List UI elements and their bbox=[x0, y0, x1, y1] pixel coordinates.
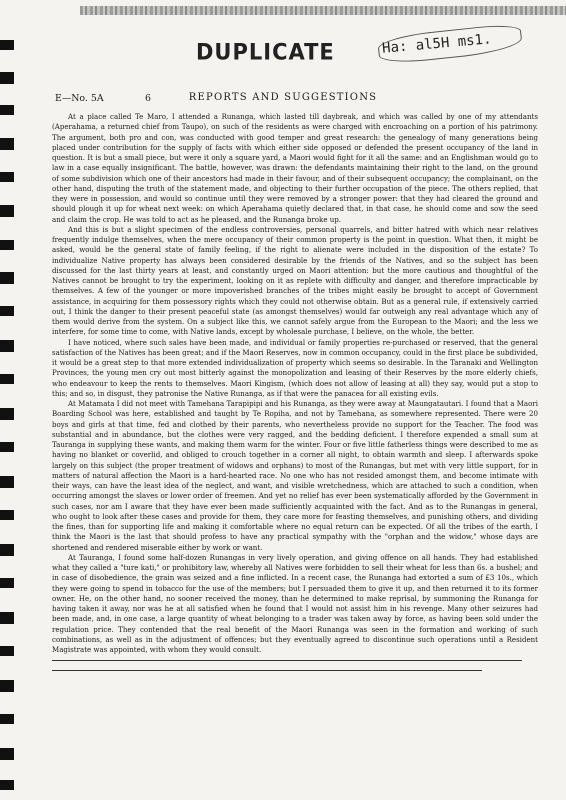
document-reference: E—No. 5A bbox=[55, 93, 104, 104]
page-number: 6 bbox=[145, 93, 151, 104]
paragraph: At Matamata I did not meet with Tamehana Tarapipipi and his Runanga, as they were away at Maungatautari. I found that a Maori Boarding School was here, established and taught by Te Ropiha, and not by Tamehana, as somewhere represented. There were 20 boys and girls at that time, fed and clothed by their parents, who nevertheless provide no support for the Teacher. The food was substantial and in abundance, but the clothes were very ragged, and the bedding deficient. I therefore expended a small sum at Tauranga in supplying these wants, and making them warm for the winter. Four or five little fatherless things were described to me as having no blanket or coverlid, and obliged to crouch together in a corner all night, to obtain warmth and sleep. I afterwards spoke largely on this subject (the proper treatment of widows and orphans) to most of the Runangas, but met with very little support, for in matters of natural affection the Maori is a hard-hearted race. No one who has not resided amongst them, and become intimate with their ways, can have the least idea of the neglect, and want, and visible wretchedness, which are attached to such a condition, when occurring amongst the slaves or lower order of freemen. And yet no relief has ever been systematically afforded by the Government in such cases, nor am I aware that they have ever been made sufficiently acquainted with the fact. And as to the Runangas in general, who ought to look after these cases and provide for them, they care more for feasting themselves, and punishing others, and dividing the fines, than for supporting life and making it comfortable where no equal return can be expected. Of all the tribes of the earth, I think the Maori is the last that should profess to have any practical sympathy with the "orphan and the widow," whose days are shortened and rendered miserable either by work or want. bbox=[52, 399, 538, 552]
paragraph: And this is but a slight specimen of the endless controversies, personal quarrels, and bitter hatred with which near relatives frequently indulge themselves, when the mere occupancy of their common property is the point in question. What then, it might be asked, would be the general state of family feeling, if the right to alienate were included in the disposition of the estate? To individualize Native property has always been considered desirable by the friends of the Natives, and so the subject has been discussed for the last thirty years at least, and constantly urged on Maori attention: but the more cautious and thoughtful of the Natives cannot be brought to try the experiment, looking on it as replete with difficulty and danger, and therefore impracticable by themselves. A few of the younger or more impoverished branches of the tribes might easily be brought to accept of Government assistance, in acquiring for them possessory rights which they could not otherwise obtain. But as a general rule, if extensively carried out, I think the danger to their present peaceful state (as amongst themselves) would far outweigh any real advantage which any of them would derive from the system. On a subject like this, we cannot safely argue from the European to the Maori; and the less we interfere, for some time to come, with Native lands, except by wholesale purchase, I believe, on the whole, the better. bbox=[52, 224, 538, 337]
scan-edge-strip bbox=[80, 6, 566, 15]
paragraph: I have noticed, where such sales have been made, and individual or family properties re-purchased or reserved, that the general satisfaction of the Natives has been great; and if the Maori Reserves, now in common occupancy, could in the first place be subdivided, it would be a great step to that more extended individualization of property which seems so desirable. In the Taranaki and Wellington Provinces, the young men cry out most bitterly against the monopolization and leasing of their Reserves by the more elderly chiefs, who endeavour to keep the rents to themselves. Maori Kingism, (which does not allow of leasing at all) they say, would put a stop to this; and so, in disgust, they patronise the Native Runanga, as if that were the panacea for all existing evils. bbox=[52, 337, 538, 398]
pencil-mark bbox=[52, 660, 522, 661]
report-body bbox=[52, 112, 538, 655]
handwritten-reference: Ha: al5H ms1. bbox=[381, 31, 493, 57]
duplicate-stamp: DUPLICATE bbox=[196, 39, 335, 65]
binding-marks bbox=[0, 0, 16, 800]
page-title: REPORTS AND SUGGESTIONS bbox=[188, 92, 378, 103]
pencil-mark bbox=[52, 670, 482, 671]
paragraph: At Tauranga, I found some half-dozen Runangas in very lively operation, and giving offence on all hands. They had established what they called a "ture kati," or prohibitory law, whereby all Natives were forbidden to sell their wheat for less than 6s. a bushel; and in case of disobedience, the grain was seized and a fine inflicted. In a recent case, the Runanga had extorted a sum of £3 10s., which they were going to spend in tobacco for the use of the members; but I persuaded them to give it up, and then returned it to its former owner. He, on the other hand, no sooner received the money, than he determined to make reprisal, by summoning the Runanga for having taken it away, nor was he at all satisfied when he found that I would not assist him in his revenge. Many other seizures had been made, and, in one case, a large quantity of wheat belonging to a trader was taken away by force, as having been sold under the regulation price. They contended that the real benefit of the Maori Runanga was seen in the formation and working of such combinations, as well as in the adjustment of offences; but they eventually agreed to discontinue such operations until a Resident Magistrate was appointed, with whom they would consult. bbox=[52, 552, 538, 654]
paragraph: At a place called Te Maro, I attended a Runanga, which lasted till daybreak, and which was called by one of my attendants (Aperahama, a returned chief from Taupo), on such of the residents as were charged with encroaching on a portion of his patrimony. The argument, both pro and con, was conducted with good temper and great research: the genealogy of many generations being placed under contribution for the supply of facts with which either side opposed or defended the present occupancy of the land in question. It is but a small piece, but were it only a square yard, a Maori would fight for it all the same: and an Englishman would go to law in a case equally insignificant. The battle, however, was drawn: the defendants maintaining their right to the land, on the ground of some subdivision which one of their ancestors had made in their favour, and of their subsequent occupancy; the complainant, on the other hand, disputing the truth of the statement made, and objecting to their further occupation of the piece. The others replied, that they were in possession, and would so continue until they were removed by a stronger power: that they had cleared the ground and should plough it up for wheat next week: on which Aperahama quietly declared that, in that case, he should come and sow the seed and claim the crop. He was told to act as he pleased, and the Runanga broke up. bbox=[52, 112, 538, 224]
